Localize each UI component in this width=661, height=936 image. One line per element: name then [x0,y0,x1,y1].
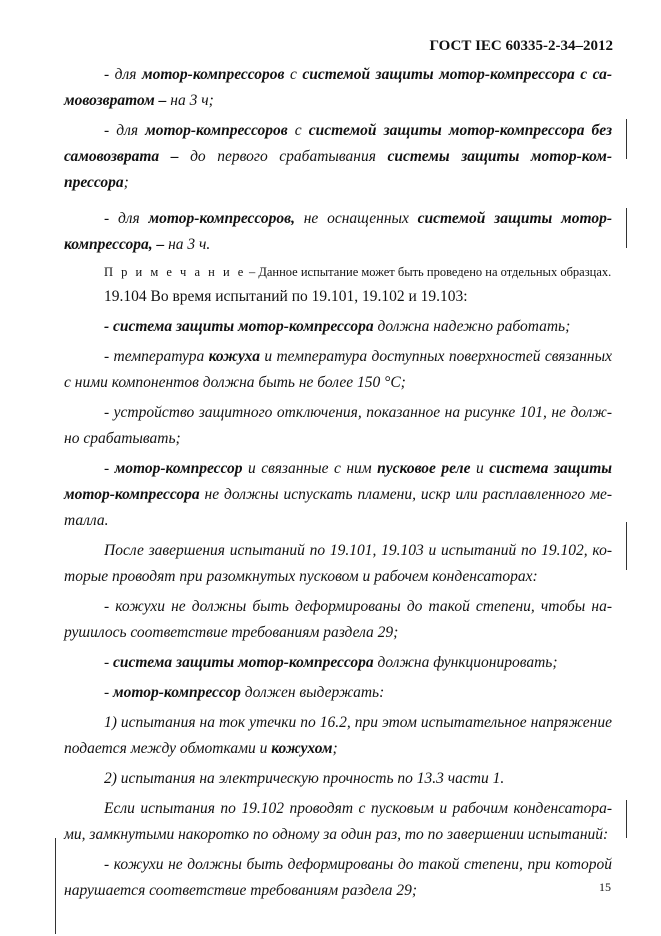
note-paragraph [64,260,612,284]
text-paragraph [64,796,612,848]
text-run: с [284,66,303,83]
text-run: - кожухи не должны быть деформированы до такой степени, чтобы на-рушилось соответствие требованиям раздела 29; [64,598,612,641]
text-paragraph [64,400,612,452]
text-paragraph [64,456,612,534]
bold-term: – [170,148,179,165]
change-bar [626,119,627,159]
change-bar [626,208,627,248]
bold-term: системой защиты мотор-компрессора, [64,210,612,253]
text-run: ; [123,174,129,191]
text-run: 19.104 Во время испытаний по 19.101, 19.102 и 19.103: [104,288,468,305]
bold-term: мотор-компрессоров [145,122,288,139]
text-paragraph [64,284,612,310]
bold-term: мотор-компрессоров, [148,210,295,227]
text-paragraph [64,206,612,258]
text-paragraph [64,62,612,114]
text-run: ; [332,740,338,757]
text-run: не должны испускать пламени, искр или расплавленного ме-талла. [64,486,612,529]
text-run: на 3 ч. [164,236,211,253]
text-paragraph [64,680,612,706]
text-paragraph [64,118,612,196]
text-run: - [104,460,115,477]
bold-term: система защиты мотор-компрессора [64,460,613,503]
text-paragraph [64,650,612,676]
text-run: и [470,460,490,477]
text-paragraph [64,344,612,396]
bold-term: мотор-компрессоров [141,66,285,83]
note-text: – Данное испытание может быть проведено на отдельных образцах. [245,265,612,279]
bold-term: системой защиты мотор-компрессора без самовозврата [64,122,613,165]
text-run: не оснащенных [294,210,418,227]
text-run: должна функционировать; [373,654,558,671]
change-bar [626,522,627,570]
document-code: ГОСТ IEC 60335-2-34–2012 [429,38,613,54]
text-run: - кожухи не должны быть деформированы до такой степени, при которой нарушается соответствие требованиям раздела 29; [64,856,612,899]
text-paragraph [64,314,612,340]
text-run: - температура [104,348,209,365]
text-run: должна надежно работать; [373,318,571,335]
text-run: до первого срабатывания [178,148,388,165]
text-run: 1) испытания на ток утечки по 16.2, при этом испытательное напряжение подается между обмотками и [64,714,612,757]
bold-term: – [158,92,167,109]
bold-term: – [156,236,165,253]
text-paragraph [64,710,612,762]
bold-term: кожухом [271,740,333,757]
text-run: 2) испытания на электрическую прочность по 13.3 части 1. [104,770,505,787]
text-run: и связанные с ним [242,460,378,477]
note-label: П р и м е ч а н и е [104,265,246,279]
text-run: - устройство защитного отключения, показанное на рисунке 101, не долж-но срабатывать; [64,404,612,447]
bold-term: кожуха [208,348,260,365]
text-run: После завершения испытаний по 19.101, 19.103 и испытаний по 19.102, ко-торые проводят при разомкнутых пусковом и рабочем конденсаторах: [64,542,612,585]
bold-term: мотор-компрессор [113,684,241,701]
bold-term: системы защиты мотор-ком-прессора [64,148,613,191]
text-run: и температура доступных поверхностей связанных с ними компонентов должна быть не более 150 °С; [64,348,612,391]
bold-term: системой защиты мотор-компрессора с са-мовозвратом [64,66,613,109]
bold-term: система защиты мотор-компрессора [113,654,374,671]
bold-term: пусковое реле [377,460,471,477]
text-run: должен выдержать: [240,684,385,701]
text-run: - [104,684,114,701]
text-paragraph [64,594,612,646]
bold-term: - система защиты мотор-компрессора [104,318,374,335]
text-run: на 3 ч; [166,92,214,109]
text-run: - для [104,210,149,227]
text-paragraph [64,766,612,792]
page-body [64,62,612,904]
text-run: с [287,122,309,139]
text-run [159,148,171,165]
text-run: - [104,654,114,671]
text-paragraph [64,538,612,590]
text-run: - для [104,66,142,83]
change-bar [55,838,56,934]
text-run: Если испытания по 19.102 проводят с пусковым и рабочим конденсатора-ми, замкнутыми накоротко по одному за один раз, то по завершении испытаний: [64,800,612,843]
change-bar [626,800,627,838]
text-run: - для [104,122,146,139]
page-number: 15 [599,880,611,894]
bold-term: мотор-компрессор [114,460,243,477]
text-paragraph [64,852,612,904]
